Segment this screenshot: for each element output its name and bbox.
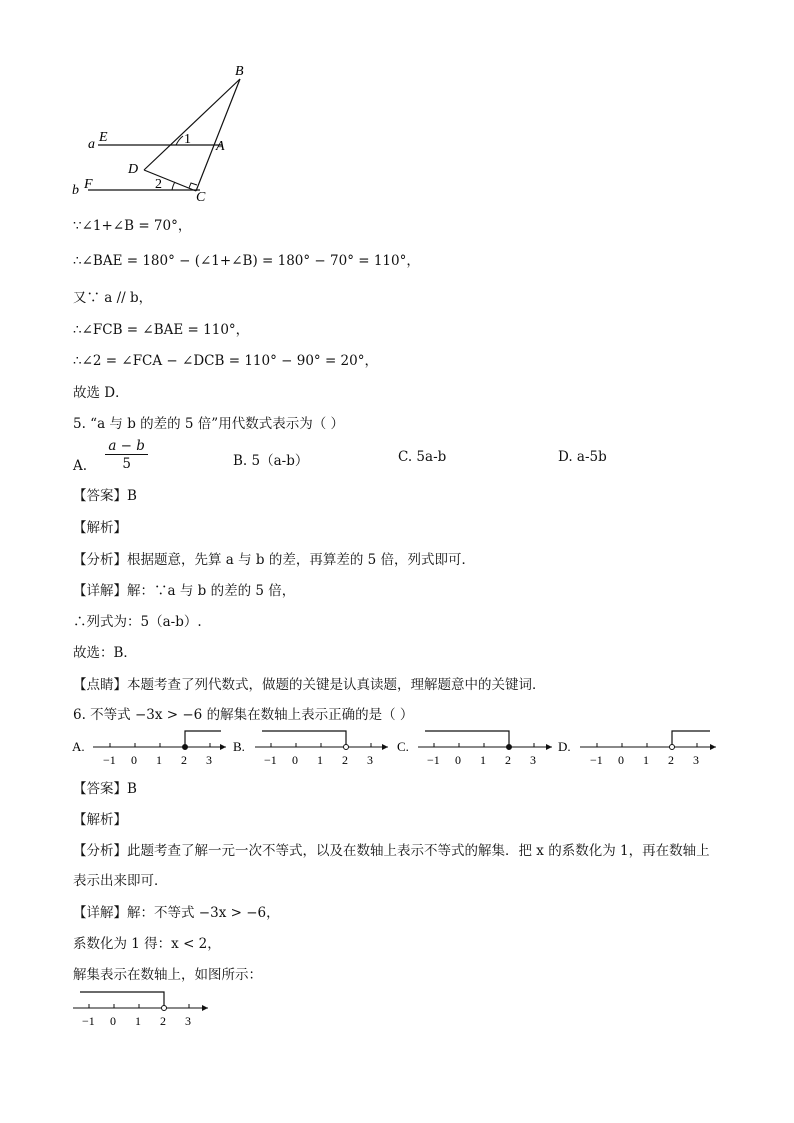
label-C: C xyxy=(196,190,206,205)
tick-label: 1 xyxy=(156,753,162,767)
label-A: A xyxy=(216,139,225,154)
q5-option-a-fraction xyxy=(105,438,148,473)
option-a-label: A. xyxy=(72,739,85,754)
tick-label: 3 xyxy=(530,753,536,767)
q5-option-c: C. 5a-b xyxy=(398,449,447,465)
label-D: D xyxy=(128,162,139,177)
reason-line-5: ∴∠2 = ∠FCA − ∠DCB = 110° − 90° = 20°， xyxy=(73,353,378,369)
axis-arrow xyxy=(202,1005,208,1011)
q6-jiexi: 【解析】 xyxy=(73,812,127,828)
right-angle-mark xyxy=(189,183,197,188)
label-E: E xyxy=(99,130,108,145)
q5-option-a-label: A. xyxy=(73,458,88,474)
fraction-denominator: 5 xyxy=(122,456,131,472)
q5-xiangjie: 【详解】解：∵a 与 b 的差的 5 倍， xyxy=(73,583,296,599)
tick-label: 3 xyxy=(185,1014,191,1028)
open-endpoint xyxy=(162,1006,167,1011)
tick-label: 0 xyxy=(110,1014,116,1028)
endpoint-b xyxy=(344,745,349,750)
q5-option-d: D. a-5b xyxy=(558,449,607,465)
label-B: B xyxy=(235,64,244,79)
tick-label: −1 xyxy=(103,753,116,767)
solution-number-line xyxy=(70,985,215,1030)
label-2: 2 xyxy=(155,177,162,192)
arrow-a xyxy=(220,744,226,750)
arrow-c xyxy=(546,744,552,750)
option-b-label: B. xyxy=(233,739,245,754)
tick-label: 0 xyxy=(618,753,624,767)
tick-label: −1 xyxy=(427,753,440,767)
tick-label: 0 xyxy=(131,753,137,767)
arrow-d xyxy=(710,744,716,750)
solution-ray-b xyxy=(262,731,346,747)
tick-label: 2 xyxy=(668,753,674,767)
tick-label: 1 xyxy=(480,753,486,767)
reason-line-3: 又∵ a // b， xyxy=(73,290,153,306)
endpoint-c xyxy=(507,745,512,750)
reason-line-2: ∴∠BAE = 180° − (∠1+∠B) = 180° − 70° = 110°， xyxy=(73,253,420,269)
tick-label: 2 xyxy=(342,753,348,767)
tick-label: 2 xyxy=(181,753,187,767)
q5-lieshi: ∴列式为：5（a-b）. xyxy=(73,614,202,630)
q5-stem: 5. “a 与 b 的差的 5 倍”用代数式表示为（ ） xyxy=(73,416,345,432)
solution-ray-d xyxy=(672,731,710,747)
q5-jiexi: 【解析】 xyxy=(73,520,127,536)
reason-line-6: 故选 D． xyxy=(73,385,129,401)
solution-ray-c xyxy=(425,731,509,747)
tick-label: 3 xyxy=(693,753,699,767)
endpoint-a xyxy=(183,745,188,750)
tick-label: 0 xyxy=(292,753,298,767)
q6-fenxi-2: 表示出来即可． xyxy=(73,873,168,889)
tick-label: 2 xyxy=(505,753,511,767)
angle-1-arc xyxy=(176,136,183,145)
q5-fenxi: 【分析】根据题意，先算 a 与 b 的差，再算差的 5 倍，列式即可． xyxy=(73,552,476,568)
tick-label: 0 xyxy=(455,753,461,767)
endpoint-d xyxy=(670,745,675,750)
option-d-label: D. xyxy=(558,739,571,754)
q6-xishu: 系数化为 1 得：x < 2， xyxy=(73,936,221,952)
segment-ba xyxy=(144,79,240,170)
q5-option-a xyxy=(73,438,148,473)
tick-label: −1 xyxy=(264,753,277,767)
q6-options-number-lines xyxy=(70,725,730,770)
q6-xiangjie: 【详解】解：不等式 −3x > −6， xyxy=(73,905,280,921)
tick-label: 1 xyxy=(135,1014,141,1028)
q5-option-b: B. 5（a-b） xyxy=(233,453,309,469)
geometry-figure xyxy=(72,58,260,208)
q6-jieji: 解集表示在数轴上，如图所示： xyxy=(73,967,262,983)
q6-answer: 【答案】B xyxy=(73,781,137,797)
tick-label: 2 xyxy=(160,1014,166,1028)
q5-dianjing: 【点睛】本题考查了列代数式，做题的关键是认真读题，理解题意中的关键词． xyxy=(73,677,546,693)
q5-guxuan: 故选：B． xyxy=(73,645,137,661)
label-1: 1 xyxy=(184,132,191,147)
tick-label: 1 xyxy=(317,753,323,767)
reason-line-1: ∵∠1+∠B = 70°， xyxy=(73,218,192,234)
tick-label: 3 xyxy=(206,753,212,767)
fraction-numerator: a − b xyxy=(105,438,148,455)
q6-fenxi-1: 【分析】此题考查了解一元一次不等式，以及在数轴上表示不等式的解集．把 x 的系数化为 1，再在数轴上 xyxy=(73,843,710,859)
label-F: F xyxy=(84,177,93,192)
arrow-b xyxy=(382,744,388,750)
reason-line-4: ∴∠FCB = ∠BAE = 110°， xyxy=(73,322,250,338)
solution-ray xyxy=(80,992,164,1008)
q5-answer: 【答案】B xyxy=(73,488,137,504)
label-a: a xyxy=(88,137,95,152)
segment-dc xyxy=(144,170,196,191)
tick-label: −1 xyxy=(590,753,603,767)
option-c-label: C. xyxy=(397,739,409,754)
angle-2-arc xyxy=(172,182,175,190)
tick-label: 3 xyxy=(367,753,373,767)
label-b: b xyxy=(72,183,79,198)
tick-label: 1 xyxy=(643,753,649,767)
solution-ray-a xyxy=(185,731,221,747)
segment-bc xyxy=(196,79,240,191)
tick-label: −1 xyxy=(82,1014,95,1028)
q6-stem: 6. 不等式 −3x > −6 的解集在数轴上表示正确的是（ ） xyxy=(73,707,414,723)
